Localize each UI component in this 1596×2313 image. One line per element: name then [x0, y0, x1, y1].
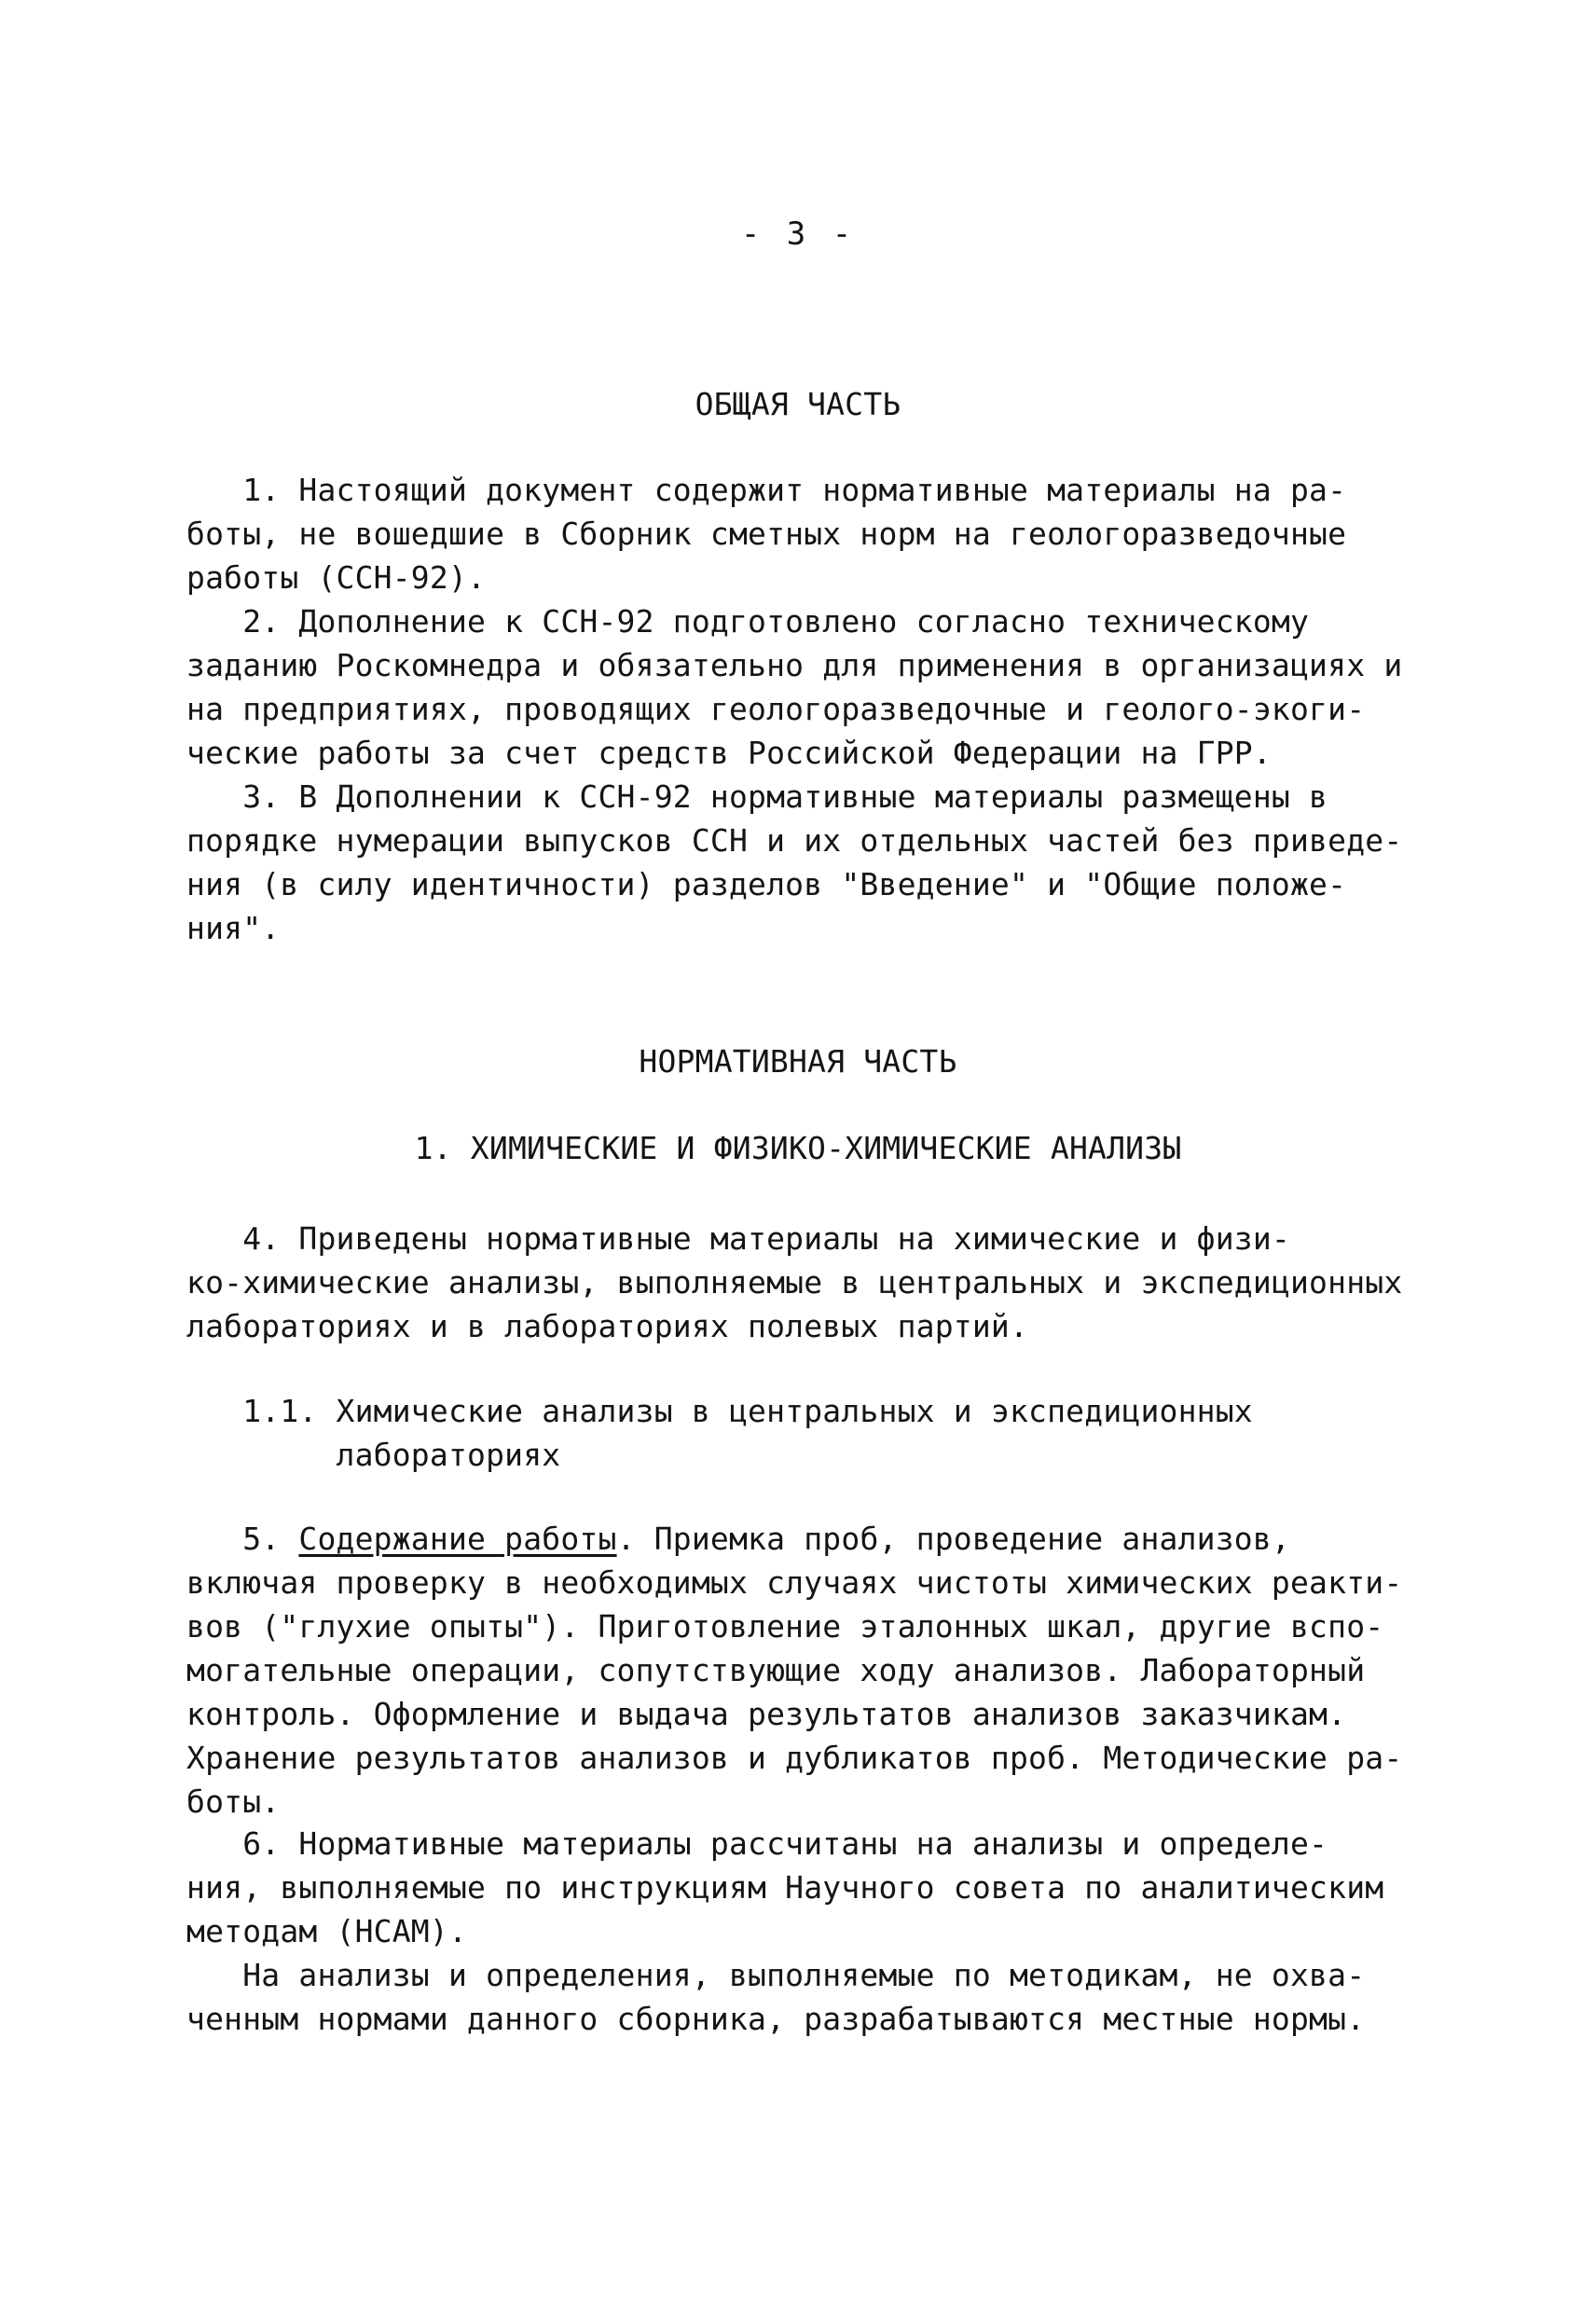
- general-paragraph-3: [186, 775, 1417, 950]
- paragraph-line: ния (в силу идентичности) разделов "Введение" и "Общие положе-: [186, 866, 1347, 902]
- paragraph-7: [186, 1953, 1417, 2041]
- section-1-heading: 1. ХИМИЧЕСКИЕ И ФИЗИКО-ХИМИЧЕСКИЕ АНАЛИЗЫ: [414, 1130, 1182, 1166]
- paragraph-line: ченным нормами данного сборника, разрабатываются местные нормы.: [186, 2001, 1366, 2037]
- paragraph-5-first-line: . Приемка проб, проведение анализов,: [616, 1521, 1290, 1557]
- paragraph-line: ния".: [186, 910, 281, 946]
- subsection-line: лабораториях: [186, 1437, 561, 1473]
- paragraph-5: [186, 1517, 1417, 1824]
- paragraph-line: заданию Роскомнедра и обязательно для применения в организациях и: [186, 647, 1403, 683]
- paragraph-line: порядке нумерации выпусков ССН и их отдельных частей без приведе-: [186, 822, 1403, 859]
- paragraph-line: Хранение результатов анализов и дубликатов проб. Методические ра-: [186, 1740, 1403, 1776]
- general-paragraph-2: [186, 599, 1417, 775]
- paragraph-line: 1. Настоящий документ содержит нормативные материалы на ра-: [186, 472, 1347, 508]
- paragraph-line: 4. Приведены нормативные материалы на химические и физи-: [186, 1220, 1290, 1257]
- paragraph-line: ческие работы за счет средств Российской Федерации на ГРР.: [186, 735, 1272, 771]
- paragraph-line: 3. В Дополнении к ССН-92 нормативные материалы размещены в: [186, 778, 1328, 815]
- paragraph-4: [186, 1217, 1417, 1348]
- paragraph-line: боты.: [186, 1783, 281, 1820]
- paragraph-line: работы (ССН-92).: [186, 559, 487, 596]
- subsection-line: 1.1. Химические анализы в центральных и экспедиционных: [186, 1393, 1253, 1429]
- paragraph-line: На анализы и определения, выполняемые по методикам, не охва-: [186, 1957, 1366, 1993]
- paragraph-line: лабораториях и в лабораториях полевых партий.: [186, 1308, 1029, 1344]
- page-number: - 3 -: [740, 215, 856, 253]
- paragraph-line: ко-химические анализы, выполняемые в центральных и экспедиционных: [186, 1264, 1403, 1301]
- paragraph-line: боты, не вошедшие в Сборник сметных норм на геологоразведочные: [186, 516, 1347, 552]
- normative-part-heading: НОРМАТИВНАЯ ЧАСТЬ: [639, 1043, 957, 1080]
- work-content-label: Содержание работы: [298, 1521, 617, 1557]
- paragraph-line: методам (НСАМ).: [186, 1913, 468, 1949]
- paragraph-line: 6. Нормативные материалы рассчитаны на анализы и определе-: [186, 1825, 1328, 1862]
- paragraph-line: 2. Дополнение к ССН-92 подготовлено согласно техническому: [186, 603, 1310, 640]
- paragraph-5-prefix: 5.: [186, 1521, 299, 1557]
- paragraph-line: на предприятиях, проводящих геологоразведочные и геолого-экоги-: [186, 691, 1366, 727]
- paragraph-line: контроль. Оформление и выдача результатов анализов заказчикам.: [186, 1696, 1347, 1732]
- paragraph-line: ния, выполняемые по инструкциям Научного совета по аналитическим: [186, 1869, 1384, 1906]
- paragraph-line: включая проверку в необходимых случаях чистоты химических реакти-: [186, 1564, 1403, 1601]
- paragraph-line: вов ("глухие опыты"). Приготовление эталонных шкал, другие вспо-: [186, 1608, 1384, 1645]
- subsection-1-1-heading: [186, 1389, 1417, 1477]
- general-paragraph-1: [186, 468, 1417, 599]
- paragraph-line: могательные операции, сопутствующие ходу анализов. Лабораторный: [186, 1652, 1366, 1688]
- general-part-heading: ОБЩАЯ ЧАСТЬ: [695, 386, 901, 422]
- paragraph-6: [186, 1822, 1417, 1953]
